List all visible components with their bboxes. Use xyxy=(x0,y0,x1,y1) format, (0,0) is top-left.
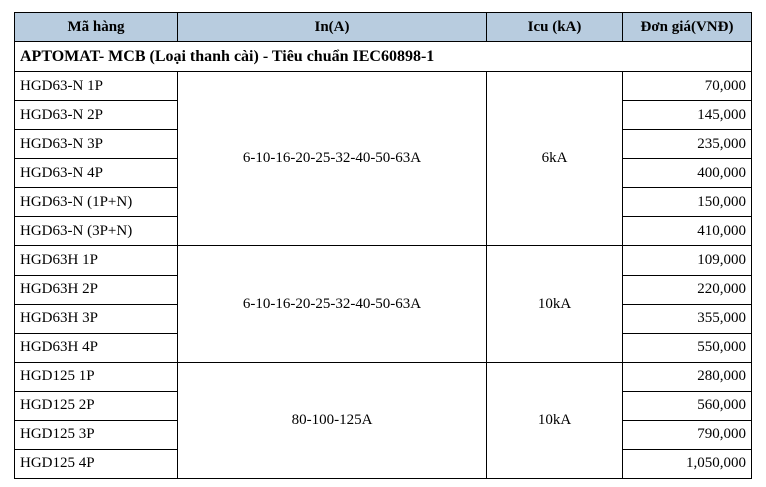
unit-price: 355,000 xyxy=(623,304,752,333)
table-row xyxy=(15,362,752,391)
product-code: HGD63H 1P xyxy=(15,246,178,275)
product-code: HGD63H 4P xyxy=(15,333,178,362)
unit-price: 410,000 xyxy=(623,217,752,246)
header-price: Đơn giá(VNĐ) xyxy=(623,13,752,42)
unit-price: 400,000 xyxy=(623,159,752,188)
product-code: HGD125 2P xyxy=(15,391,178,420)
header-row xyxy=(15,13,752,42)
price-table xyxy=(14,12,752,479)
breaking-capacity: 10kA xyxy=(487,246,623,362)
unit-price: 145,000 xyxy=(623,101,752,130)
product-code: HGD63-N 3P xyxy=(15,130,178,159)
unit-price: 280,000 xyxy=(623,362,752,391)
unit-price: 109,000 xyxy=(623,246,752,275)
product-code: HGD125 3P xyxy=(15,420,178,449)
rated-current: 6-10-16-20-25-32-40-50-63A xyxy=(178,246,487,362)
rated-current: 6-10-16-20-25-32-40-50-63A xyxy=(178,72,487,246)
breaking-capacity: 10kA xyxy=(487,362,623,478)
header-in: In(A) xyxy=(178,13,487,42)
product-code: HGD63-N 4P xyxy=(15,159,178,188)
product-code: HGD125 1P xyxy=(15,362,178,391)
section-title: APTOMAT- MCB (Loại thanh cài) - Tiêu chuẩn IEC60898-1 xyxy=(15,42,752,72)
breaking-capacity: 6kA xyxy=(487,72,623,246)
section-row xyxy=(15,42,752,72)
unit-price: 550,000 xyxy=(623,333,752,362)
unit-price: 70,000 xyxy=(623,72,752,101)
product-code: HGD125 4P xyxy=(15,449,178,478)
unit-price: 235,000 xyxy=(623,130,752,159)
unit-price: 220,000 xyxy=(623,275,752,304)
rated-current: 80-100-125A xyxy=(178,362,487,478)
unit-price: 150,000 xyxy=(623,188,752,217)
unit-price: 1,050,000 xyxy=(623,449,752,478)
unit-price: 560,000 xyxy=(623,391,752,420)
product-code: HGD63-N 1P xyxy=(15,72,178,101)
table-row xyxy=(15,72,752,101)
product-code: HGD63-N 2P xyxy=(15,101,178,130)
table-row xyxy=(15,246,752,275)
header-code: Mã hàng xyxy=(15,13,178,42)
unit-price: 790,000 xyxy=(623,420,752,449)
header-icu: Icu (kA) xyxy=(487,13,623,42)
product-code: HGD63-N (1P+N) xyxy=(15,188,178,217)
product-code: HGD63H 2P xyxy=(15,275,178,304)
product-code: HGD63-N (3P+N) xyxy=(15,217,178,246)
product-code: HGD63H 3P xyxy=(15,304,178,333)
